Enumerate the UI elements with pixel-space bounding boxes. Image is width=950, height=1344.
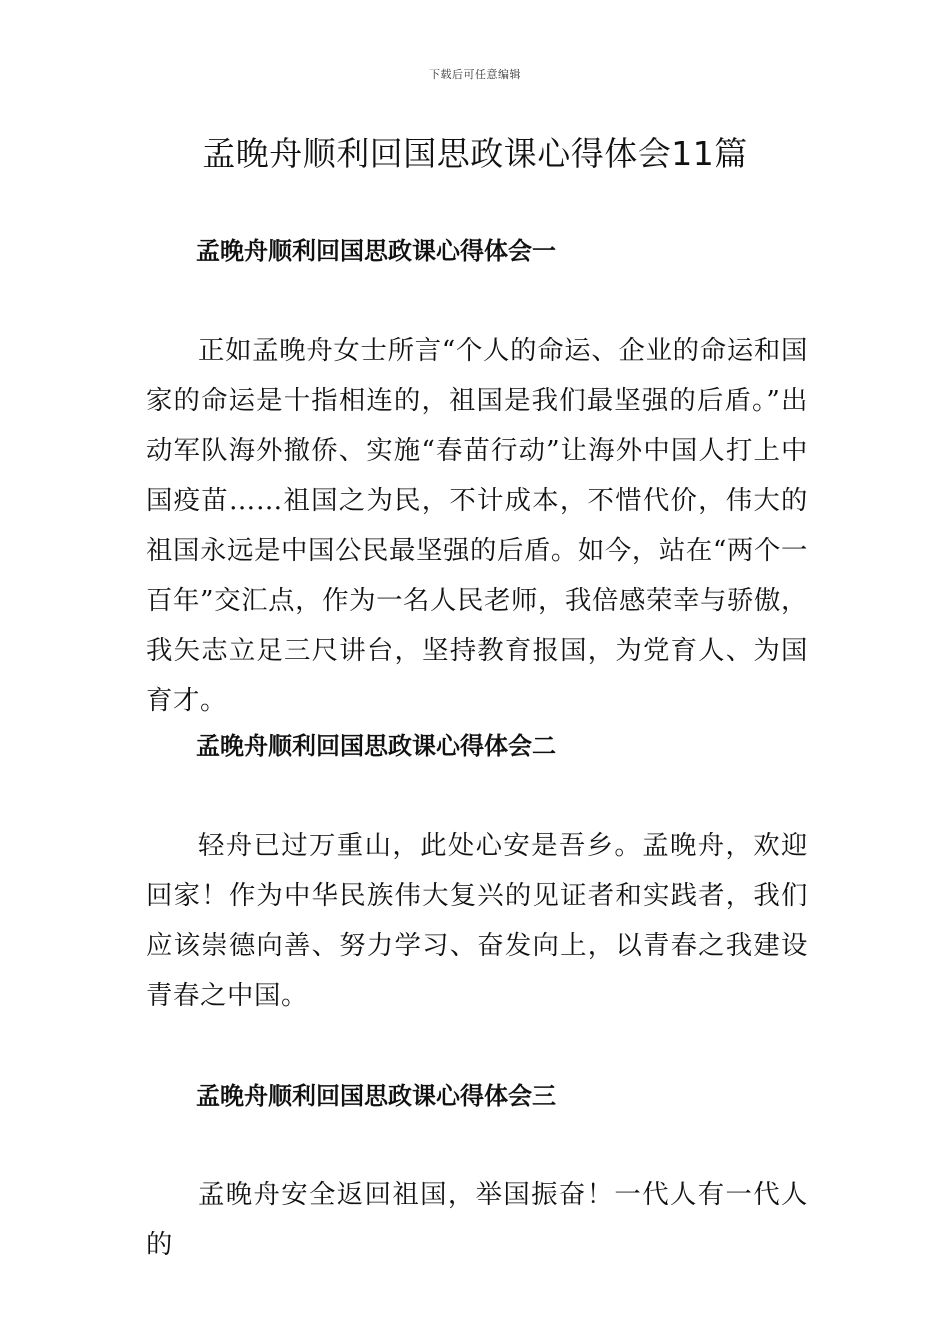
section-body-2: 轻舟已过万重山，此处心安是吾乡。孟晚舟，欢迎回家！作为中华民族伟大复兴的见证者和实践者，我们应该崇德向善、努力学习、奋发向上，以青春之我建设青春之中国。 [146,830,808,1011]
header-note: 下载后可任意编辑 [429,68,521,81]
section-heading-1: 孟晚舟顺利回国思政课心得体会一 [196,236,556,265]
document-title: 孟晚舟顺利回国思政课心得体会11篇 [202,134,748,173]
section-body-3: 孟晚舟安全返回祖国，举国振奋！一代人有一代人的 [146,1179,808,1260]
section-body-1: 正如孟晚舟女士所言“个人的命运、企业的命运和国家的命运是十指相连的，祖国是我们最坚强的后盾。”出动军队海外撤侨、实施“春苗行动”让海外中国人打上中国疫苗……祖国之为民，不计成本，不惜代价，伟大的祖国永远是中国公民最坚强的后盾。如今，站在“两个一百年”交汇点，作为一名人民老师，我倍感荣幸与骄傲，我矢志立足三尺讲台，坚持教育报国，为党育人、为国育才。 [146,335,808,716]
section-heading-3: 孟晚舟顺利回国思政课心得体会三 [196,1081,556,1110]
section-heading-2: 孟晚舟顺利回国思政课心得体会二 [196,731,556,760]
